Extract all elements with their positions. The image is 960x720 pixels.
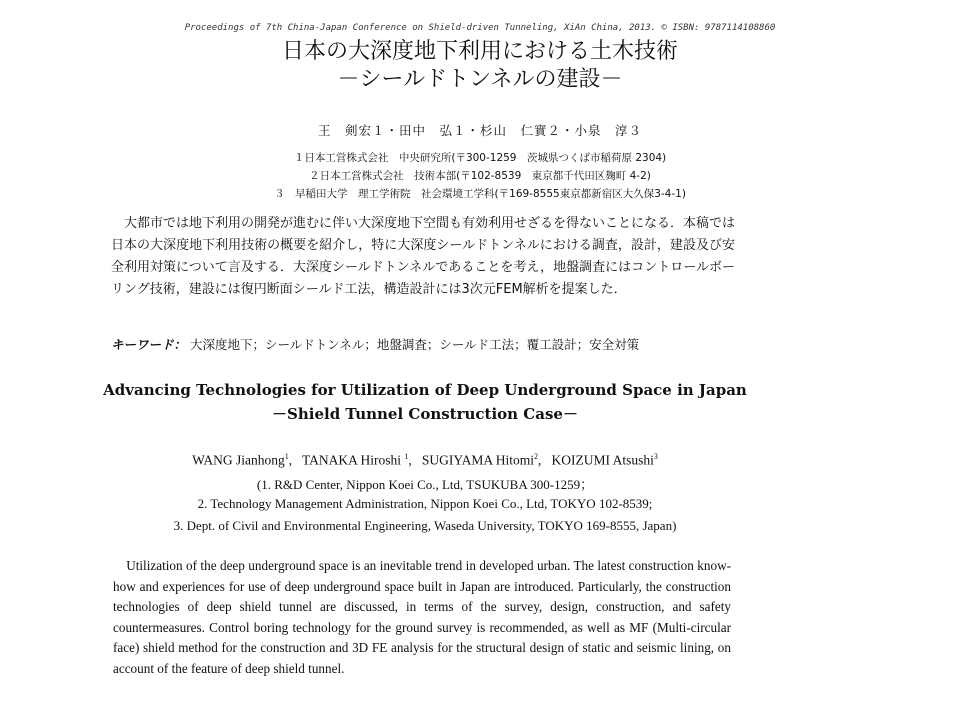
author-name: SUGIYAMA Hitomi <box>421 452 535 468</box>
author-affil-mark: 1 <box>284 452 289 461</box>
proceedings-header: Proceedings of 7th China-Japan Conference on Shield-driven Tunneling, XiAn China, 2013. © ISBN: 9787114108860 <box>184 23 776 33</box>
author-affil-mark: 2 <box>534 452 539 461</box>
keywords-label: キーワード： <box>111 337 187 352</box>
english-abstract: Utilization of the deep underground space is an inevitable trend in developed urban. The latest construction know-how and experiences for use of deep underground space built in Japan are introduced. Particularly, the construction technologies of deep shield tunnel are discussed, in terms of the survey, design, construction, and safety countermeasures. Control boring technology for the ground survey is recommended, as well as MF (Multi-circular face) shield method for the construction and 3D FE analysis for the structural design of static and seismic lining, on account of the feature of deep shield tunnel. <box>113 558 731 676</box>
author-name: KOIZUMI Atsushi <box>551 452 654 468</box>
japanese-abstract: 大都市では地下利用の開発が進むに伴い大深度地下空間も有効利用せざるを得ないことになる．本稿では日本の大深度地下利用技術の概要を紹介し，特に大深度シールドトンネルにおける調査，設計，建設及び安全利用対策について言及する．大深度シールドトンネルであることを考え，地盤調査にはコントロールボーリング技術，建設には復円断面シールド工法，構造設計には3次元FEM解析を提案した． <box>111 216 736 297</box>
english-affiliation-3: 3. Dept. of Civil and Environmental Engineering, Waseda University, TOKYO 169-8555, Japan) <box>173 518 677 533</box>
author-name: WANG Jianhong <box>192 452 285 468</box>
author-affil-mark: 1 <box>404 452 409 461</box>
japanese-affiliation-1: １日本工営株式会社 中央研究所(〒300-1259 茨城県つくば市稲荷原 2304) <box>293 152 667 164</box>
japanese-keywords <box>111 335 751 353</box>
japanese-authors: 王 剣宏１・田中 弘１・杉山 仁實２・小泉 淳３ <box>317 123 642 138</box>
japanese-title-line1: 日本の大深度地下利用における土木技術 <box>281 39 678 64</box>
english-affiliation-1: (1. R&D Center, Nippon Koei Co., Ltd, TSUKUBA 300-1259； <box>256 477 594 492</box>
english-title <box>0 378 850 426</box>
english-affiliation-2: 2. Technology Management Administration, Nippon Koei Co., Ltd, TOKYO 102-8539; <box>197 496 653 511</box>
keywords-list: 大深度地下；シールドトンネル；地盤調査；シールド工法；覆工設計；安全対策 <box>190 337 640 352</box>
author-name: TANAKA Hiroshi <box>301 452 402 468</box>
japanese-title-line2: －シールドトンネルの建設－ <box>337 67 623 92</box>
english-title-line1: Advancing Technologies for Utilization of Deep Underground Space in Japan <box>103 381 747 399</box>
japanese-affiliation-3: ３ 早稲田大学 理工学術院 社会環境工学科(〒169-8555東京都新宿区大久保3-4-1) <box>274 188 686 200</box>
english-title-line2: －Shield Tunnel Construction Case－ <box>272 405 578 423</box>
japanese-title <box>0 38 960 94</box>
author-affil-mark: 3 <box>653 452 658 461</box>
japanese-affiliation-2: ２日本工営株式会社 技術本部(〒102-8539 東京都千代田区麹町 4-2) <box>309 170 651 182</box>
english-authors: WANG Jianhong$^1$, TANAKA Hiroshi $^1$, SUGIYAMA Hitomi$^2$, KOIZUMI Atsushi$^3$ <box>192 452 658 468</box>
